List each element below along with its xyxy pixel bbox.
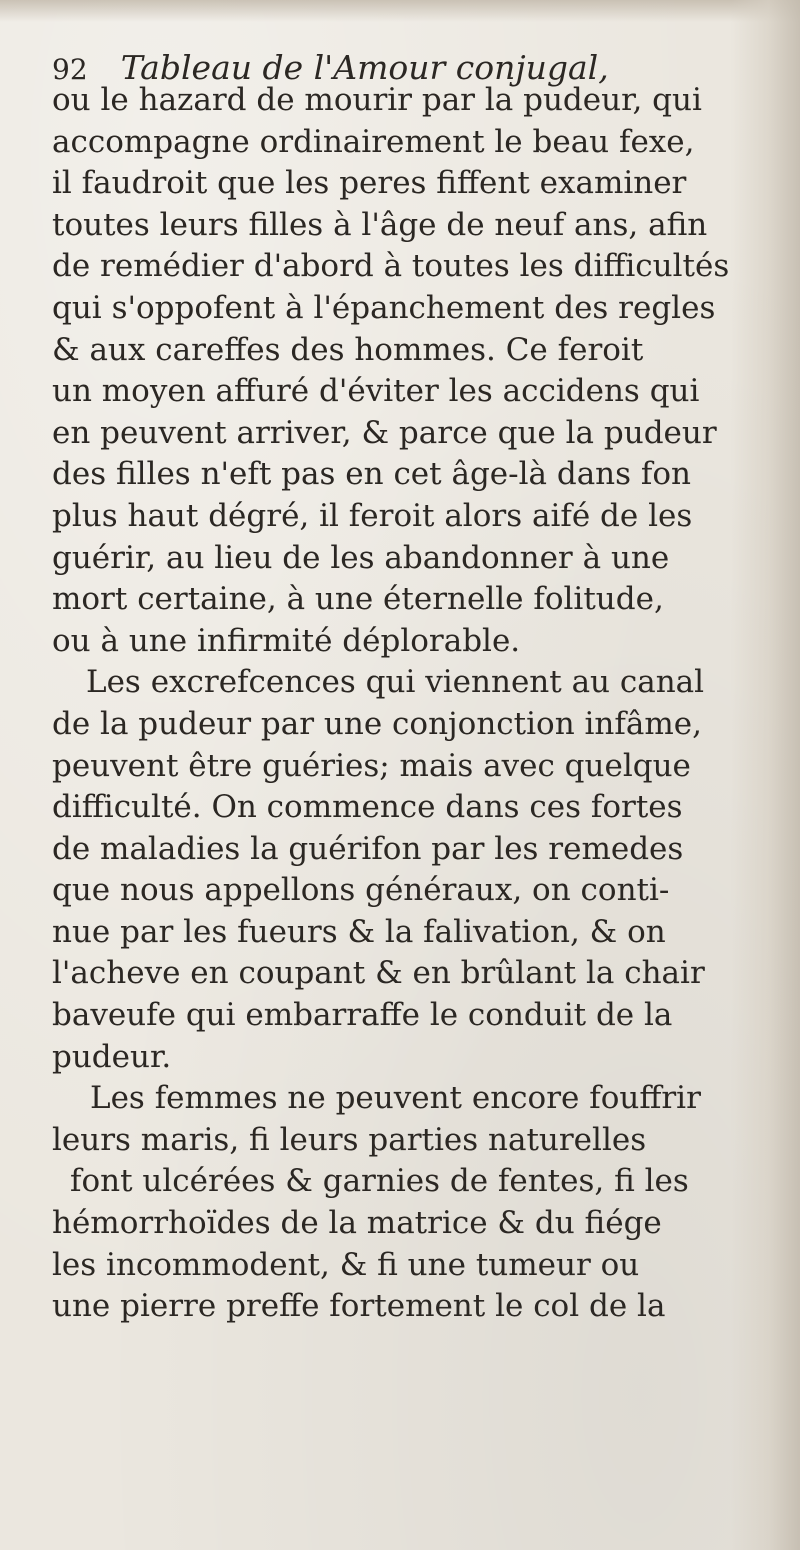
text-line: mort certaine, à une éternelle folitude,	[52, 581, 664, 618]
text-line: difficulté. On commence dans ces fortes	[52, 789, 683, 826]
text-line: une pierre preffe fortement le col de la	[52, 1288, 666, 1325]
text-line: font ulcérées & garnies de fentes, fi les	[70, 1163, 689, 1200]
text-line: de la pudeur par une conjonction infâme,	[52, 705, 702, 742]
text-line: toutes leurs filles à l'âge de neuf ans, afin	[52, 206, 708, 243]
text-line: pudeur.	[52, 1038, 172, 1075]
text-line: de remédier d'abord à toutes les difficultés	[52, 248, 730, 285]
text-line: peuvent être guéries; mais avec quelque	[52, 747, 691, 784]
text-line: leurs maris, fi leurs parties naturelles	[52, 1121, 647, 1158]
body-text	[52, 80, 742, 1328]
text-line: hémorrhoïdes de la matrice & du fiége	[52, 1205, 662, 1242]
paragraph-start-line: Les femmes ne peuvent encore fouffrir	[90, 1080, 701, 1117]
text-line: les incommodent, & fi une tumeur ou	[52, 1246, 640, 1283]
text-line: ou le hazard de mourir par la pudeur, qui	[52, 82, 702, 118]
text-line: que nous appellons généraux, on conti-	[52, 872, 670, 909]
text-line: l'acheve en coupant & en brûlant la chair	[52, 955, 705, 992]
text-line: un moyen affuré d'éviter les accidens qui	[52, 373, 700, 410]
text-line: des filles n'eft pas en cet âge-là dans fon	[52, 456, 692, 493]
text-line: nue par les fueurs & la falivation, & on	[52, 913, 666, 950]
text-line: en peuvent arriver, & parce que la pudeur	[52, 414, 717, 451]
text-line: de maladies la guérifon par les remedes	[52, 830, 684, 867]
text-line: qui s'oppofent à l'épanchement des regles	[52, 289, 716, 326]
text-line: il faudroit que les peres fiffent examiner	[52, 165, 687, 202]
text-line: & aux careffes des hommes. Ce feroit	[52, 331, 644, 368]
text-line: accompagne ordinairement le beau fexe,	[52, 123, 695, 160]
page-top-edge	[0, 0, 800, 22]
text-line: plus haut dégré, il feroit alors aifé de les	[52, 497, 693, 534]
page-number: 92	[52, 53, 88, 86]
text-line: baveufe qui embarraffe le conduit de la	[52, 997, 673, 1034]
text-line: ou à une infirmité déplorable.	[52, 622, 521, 659]
running-title: Tableau de l'Amour conjugal,	[120, 48, 609, 87]
paragraph-start-line: Les excrefcences qui viennent au canal	[86, 664, 705, 701]
text-line: guérir, au lieu de les abandonner à une	[52, 539, 670, 576]
